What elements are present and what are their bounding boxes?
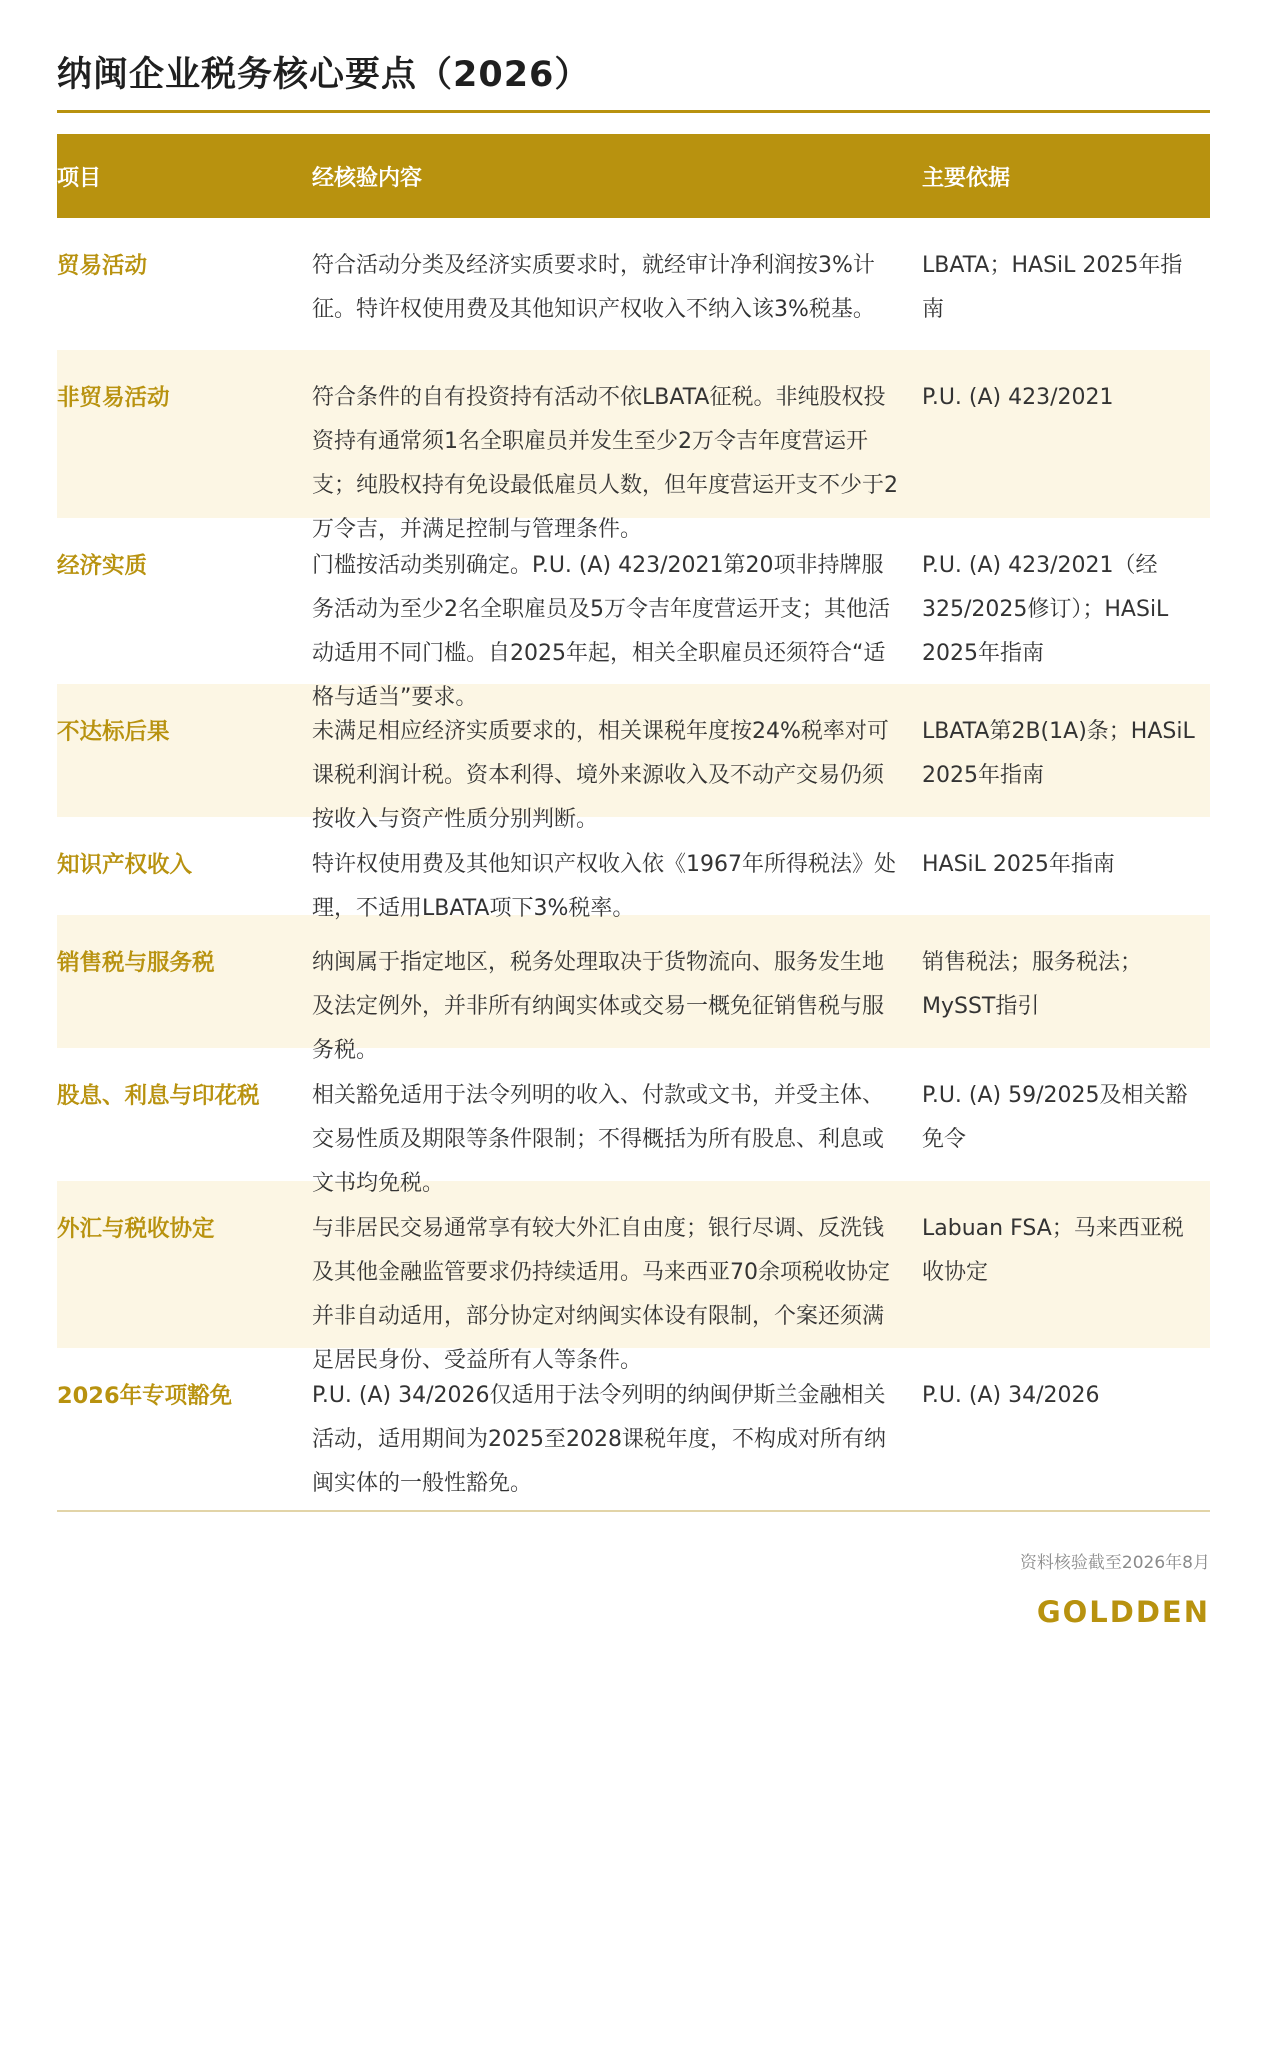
row-basis: Labuan FSA；马来西亚税收协定: [922, 1216, 1184, 1285]
row-item: 经济实质: [57, 553, 148, 579]
table-row: [57, 684, 1210, 832]
page-title: 纳闽企业税务核心要点（2026）: [57, 55, 591, 95]
row-item: 销售税与服务税: [57, 950, 215, 976]
row-content: 符合活动分类及经济实质要求时，就经审计净利润按3%计征。特许权使用费及其他知识产权收入不纳入该3%税基。: [312, 253, 875, 322]
row-basis: P.U. (A) 59/2025及相关豁免令: [922, 1083, 1188, 1152]
row-content: 门槛按活动类别确定。P.U. (A) 423/2021第20项非持牌服务活动为至少2名全职雇员及5万令吉年度营运开支；其他活动适用不同门槛。自2025年起，相关全职雇员还须符合“适格与适当”要求。: [312, 553, 890, 710]
row-content: 纳闽属于指定地区，税务处理取决于货物流向、服务发生地及法定例外，并非所有纳闽实体或交易一概免征销售税与服务税。: [312, 950, 885, 1063]
table-row: [57, 817, 1210, 921]
document-page: [57, 0, 1210, 1629]
verification-note: 资料核验截至2026年8月: [1019, 1553, 1210, 1573]
row-basis: HASiL 2025年指南: [922, 852, 1115, 877]
row-item: 股息、利息与印花税: [57, 1083, 260, 1109]
table-row: [57, 218, 1210, 350]
row-content: 相关豁免适用于法令列明的收入、付款或文书，并受主体、交易性质及期限等条件限制；不得概括为所有股息、利息或文书均免税。: [312, 1083, 885, 1196]
row-content: P.U. (A) 34/2026仅适用于法令列明的纳闽伊斯兰金融相关活动，适用期间为2025至2028课税年度，不构成对所有纳闽实体的一般性豁免。: [312, 1383, 886, 1496]
row-basis: LBATA第2B(1A)条；HASiL 2025年指南: [922, 719, 1195, 788]
row-basis: P.U. (A) 34/2026: [922, 1383, 1100, 1408]
row-content: 与非居民交易通常享有较大外汇自由度；银行尽调、反洗钱及其他金融监管要求仍持续适用。马来西亚70余项税收协定并非自动适用，部分协定对纳闽实体设有限制，个案还须满足居民身份、受益所有人等条件。: [312, 1216, 890, 1373]
row-content: 符合条件的自有投资持有活动不依LBATA征税。非纯股权投资持有通常须1名全职雇员并发生至少2万令吉年度营运开支；纯股权持有免设最低雇员人数，但年度营运开支不少于2万令吉，并满足控制与管理条件。: [312, 385, 898, 542]
table-header: [57, 134, 1210, 218]
row-item: 知识产权收入: [57, 852, 193, 878]
row-item: 非贸易活动: [57, 385, 170, 411]
table-row: [57, 1181, 1210, 1373]
header-item: 项目: [57, 165, 102, 191]
bottom-divider: [57, 1510, 1210, 1512]
row-item: 不达标后果: [57, 719, 170, 745]
table-row: [57, 350, 1210, 542]
header-content: 经核验内容: [312, 165, 423, 191]
table-row: [57, 915, 1210, 1063]
table-row: [57, 1048, 1210, 1196]
brand-logo-text: GOLDDEN: [1036, 1595, 1210, 1629]
row-item: 外汇与税收协定: [57, 1216, 215, 1242]
row-basis: P.U. (A) 423/2021: [922, 385, 1114, 410]
title-divider: [57, 110, 1210, 113]
row-content: 特许权使用费及其他知识产权收入依《1967年所得税法》处理，不适用LBATA项下3%税率。: [312, 852, 896, 921]
row-item: 贸易活动: [57, 253, 148, 279]
header-basis: 主要依据: [922, 165, 1011, 191]
row-content: 未满足相应经济实质要求的，相关课税年度按24%税率对可课税利润计税。资本利得、境外来源收入及不动产交易仍须按收入与资产性质分别判断。: [312, 719, 889, 832]
row-basis: P.U. (A) 423/2021（经325/2025修订）；HASiL 2025年指南: [922, 553, 1169, 666]
row-basis: 销售税法；服务税法；MySST指引: [922, 950, 1143, 1019]
row-item: 2026年专项豁免: [57, 1383, 233, 1409]
row-basis: LBATA；HASiL 2025年指南: [922, 253, 1183, 322]
